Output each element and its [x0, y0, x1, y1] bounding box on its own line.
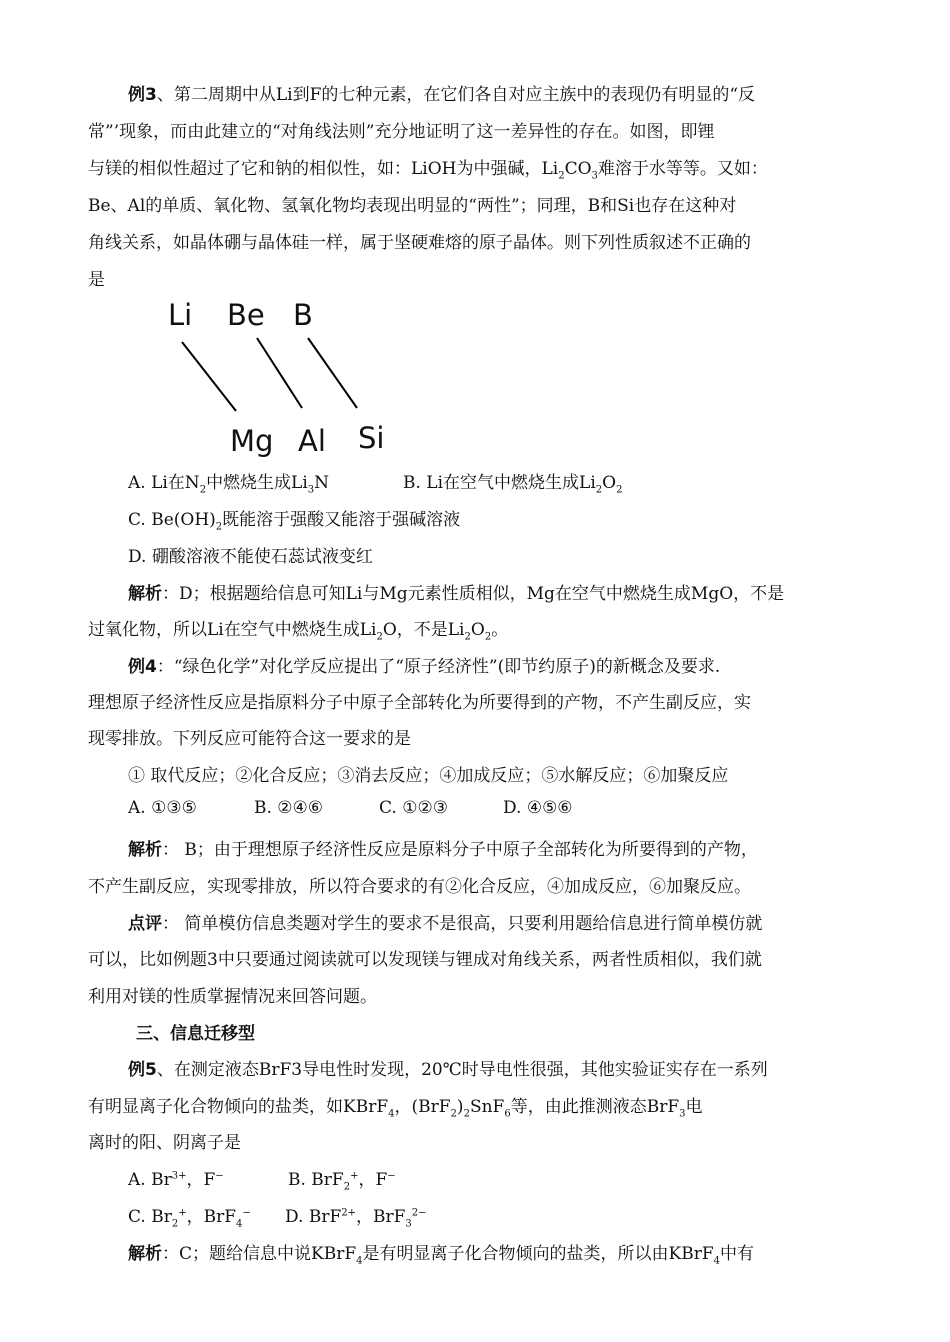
section-title: 三、信息迁移型	[136, 1024, 255, 1044]
ex3-line-1: 例3、第二周期中从Li到F的七种元素，在它们各自对应主族中的表现仍有明显的“反	[128, 85, 756, 105]
ex5-line-3: 离时的阳、阴离子是	[88, 1133, 241, 1153]
ex4-label: 例4	[128, 657, 157, 677]
ex4-analysis-1: 解析： B；由于理想原子经济性反应是原料分子中原子全部转化为所要得到的产物，	[128, 840, 758, 860]
ex5-option-d: D. BrF$^{2+}$，BrF$_3^{2-}$	[285, 1207, 427, 1230]
ex5-analysis-1: 解析：C；题给信息中说KBrF$_4$是有明显离子化合物倾向的盐类，所以由KBrF$_4$中有	[128, 1244, 754, 1267]
ex4-line-2: 理想原子经济性反应是指原料分子中原子全部转化为所要得到的产物，不产生副反应，实	[88, 693, 751, 713]
ex3-analysis-1: 解析：D；根据题给信息可知Li与Mg元素性质相似，Mg在空气中燃烧生成MgO，不是	[128, 584, 785, 604]
element-b: B	[293, 298, 313, 332]
ex4-analysis-label: 解析	[128, 840, 162, 860]
ex4-items: ① 取代反应；②化合反应；③消去反应；④加成反应；⑤水解反应；⑥加聚反应	[128, 766, 729, 786]
element-mg: Mg	[230, 424, 274, 458]
diagonal-rule-diagram	[160, 296, 390, 466]
ex3-line-6: 是	[88, 270, 105, 290]
comment-line-3: 利用对镁的性质掌握情况来回答问题。	[88, 987, 377, 1007]
element-li: Li	[168, 298, 193, 332]
ex3-option-b: B. Li在空气中燃烧生成$Li_2O_2$	[403, 473, 623, 496]
comment-label: 点评	[128, 914, 162, 934]
element-al: Al	[298, 424, 326, 458]
ex4-analysis-2: 不产生副反应，实现零排放，所以符合要求的有②化合反应，④加成反应，⑥加聚反应。	[88, 877, 751, 897]
element-be: Be	[227, 298, 265, 332]
ex4-line-3: 现零排放。下列反应可能符合这一要求的是	[88, 729, 411, 749]
ex3-line-5: 角线关系，如晶体硼与晶体硅一样，属于坚硬难熔的原子晶体。则下列性质叙述不正确的	[88, 233, 751, 253]
ex5-line-2: 有明显离子化合物倾向的盐类，如KBrF$_4$，$(BrF_2)_2SnF_6$等，由此推测液态BrF$_3$电	[88, 1097, 703, 1120]
ex3-analysis-label: 解析	[128, 584, 162, 604]
ex5-analysis-label: 解析	[128, 1244, 162, 1264]
ex4-option-b: B. ②④⑥	[254, 798, 324, 818]
ex3-analysis-2: 过氧化物，所以Li在空气中燃烧生成$Li_2O$，不是$Li_2O_2$。	[88, 620, 509, 643]
ex3-option-a: A. Li在$N_2$中燃烧生成$Li_3N$	[128, 473, 330, 496]
diagonal-lines	[160, 296, 390, 426]
ex3-line-4: Be、Al的单质、氧化物、氢氧化物均表现出明显的“两性”；同理，B和Si也存在这种对	[88, 196, 737, 216]
ex3-option-d: D. 硼酸溶液不能使石蕊试液变红	[128, 547, 373, 567]
ex5-option-c: C. $Br_2^+$，BrF$_4$−	[128, 1207, 251, 1230]
ex3-option-c: C. $Be(OH)_2$既能溶于强酸又能溶于强碱溶液	[128, 510, 461, 533]
ex3-line-2: 常”’现象，而由此建立的“对角线法则”充分地证明了这一差异性的存在。如图，即锂	[88, 122, 715, 142]
ex5-line-1: 例5、在测定液态BrF3导电性时发现，20℃时导电性很强，其他实验证实存在一系列	[128, 1060, 768, 1080]
ex3-line-3: 与镁的相似性超过了它和钠的相似性，如：LiOH为中强碱，$Li_2CO_3$难溶于水等等。又如：	[88, 159, 768, 182]
ex4-line-1: 例4：“绿色化学”对化学反应提出了“原子经济性”(即节约原子)的新概念及要求.	[128, 657, 721, 677]
ex5-option-b: B. BrF$_2$+，F−	[288, 1170, 396, 1193]
ex5-label: 例5	[128, 1060, 157, 1080]
ex4-option-c: C. ①②③	[379, 798, 448, 818]
ex4-option-a: A. ①③⑤	[128, 798, 197, 818]
ex3-label: 例3	[128, 85, 157, 105]
comment-line-1: 点评： 简单模仿信息类题对学生的要求不是很高，只要利用题给信息进行简单模仿就	[128, 914, 763, 934]
ex4-option-d: D. ④⑤⑥	[503, 798, 573, 818]
comment-line-2: 可以，比如例题3中只要通过阅读就可以发现镁与锂成对角线关系，两者性质相似，我们就	[88, 950, 762, 970]
element-si: Si	[358, 421, 385, 455]
ex5-option-a: A. $Br^{3+}$，F−	[128, 1170, 224, 1190]
